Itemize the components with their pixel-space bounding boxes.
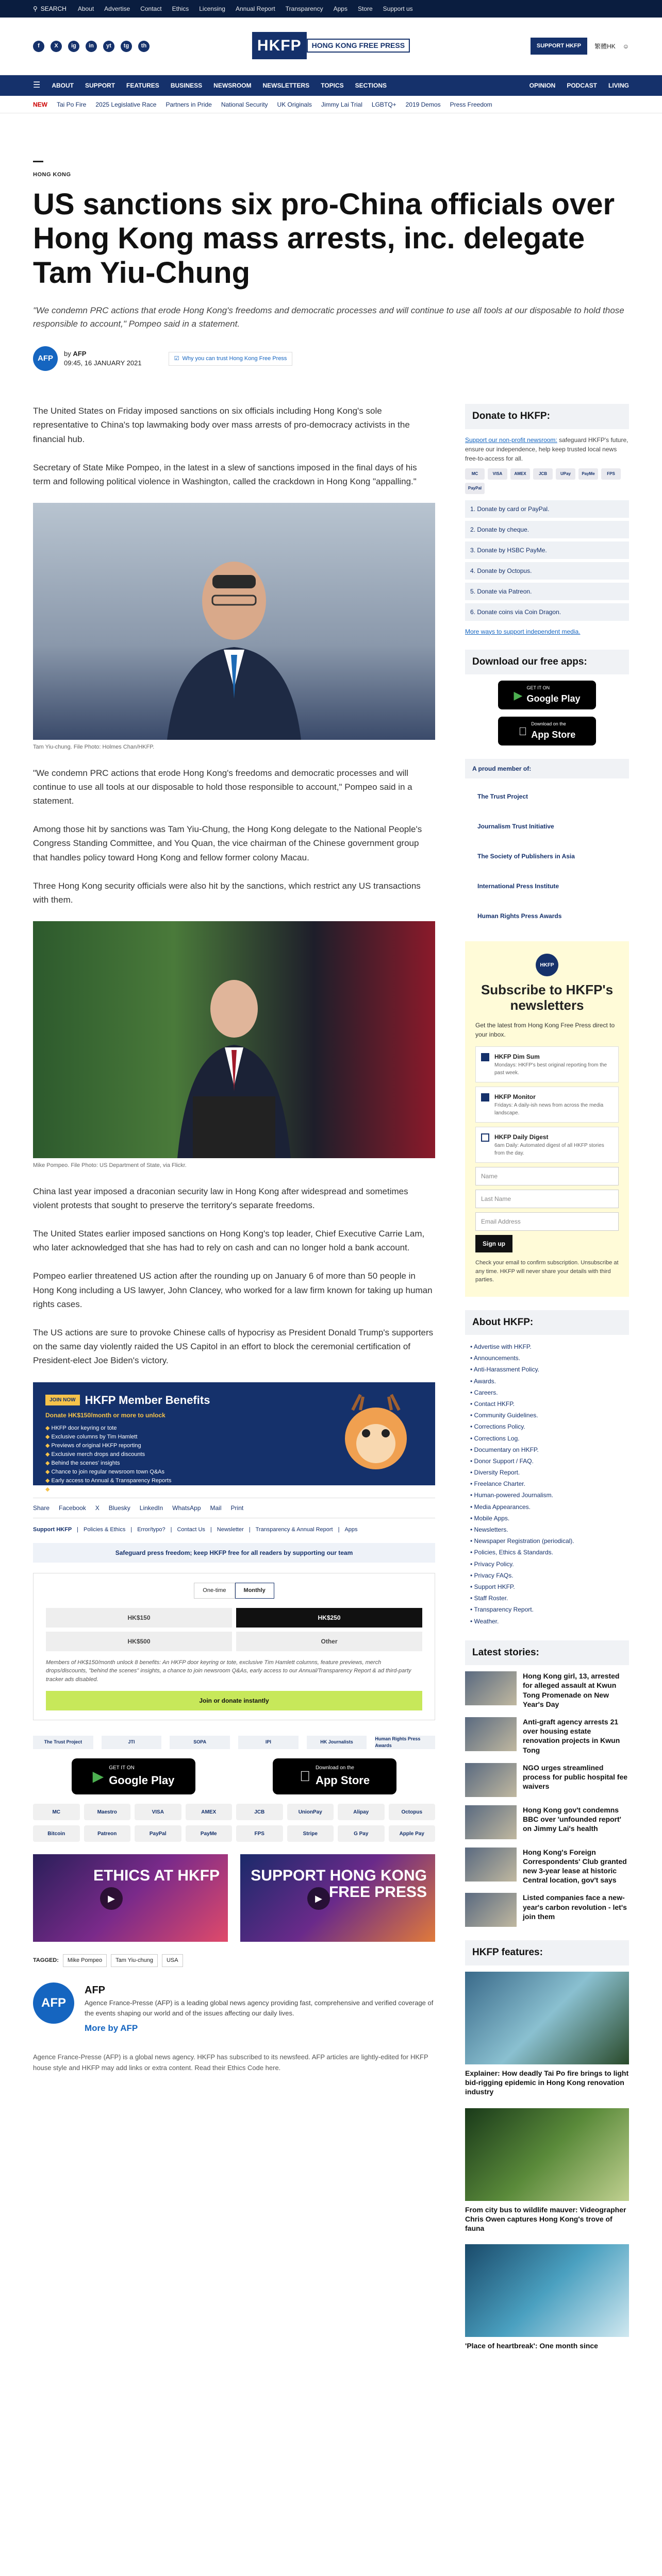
utility-link[interactable]: Store — [357, 5, 373, 12]
video-title: ETHICS AT HKFP — [93, 1867, 220, 1885]
card-logo: MC — [465, 468, 485, 480]
amount-option[interactable]: HK$150 — [46, 1608, 232, 1628]
social-links — [33, 41, 150, 52]
about-link[interactable]: • Freelance Charter. — [470, 1478, 629, 1489]
payment-method: JCB — [236, 1804, 283, 1820]
about-link[interactable]: • Support HKFP. — [470, 1581, 629, 1592]
about-link[interactable]: • Anti-Harassment Policy. — [470, 1364, 629, 1375]
newsletter-title: HKFP Monitor — [494, 1093, 536, 1101]
about-link[interactable]: • Newspaper Registration (periodical). — [470, 1535, 629, 1547]
article-standfirst: "We condemn PRC actions that erode Hong Kong's freedoms and democratic processes and will continue to use all tools at our disposable to hold those responsible to account," Pompeo said in a statement. — [33, 305, 624, 329]
member-logo[interactable]: The Trust Project — [477, 793, 528, 801]
utility-link[interactable]: Contact — [140, 5, 162, 12]
sidebar-latest — [465, 1640, 629, 1927]
partner-logos — [33, 1736, 435, 1749]
logo-mark: HKFP — [252, 32, 307, 59]
frequency-toggle — [46, 1583, 422, 1599]
share-mail[interactable]: Mail — [210, 1504, 222, 1512]
paragraph: The United States on Friday imposed sanctions on six officials including Hong Kong's sole representative to China's top lawmaking body over mass arrests of pro-democracy activists in the financial hub. — [33, 406, 410, 444]
donate-option[interactable]: 2. Donate by cheque. — [465, 521, 629, 538]
newsletter-title: HKFP Dim Sum — [494, 1053, 540, 1061]
article-header — [0, 161, 662, 371]
payment-method: PayMe — [186, 1825, 233, 1842]
payment-method: MC — [33, 1804, 80, 1820]
first-name-field[interactable]: Name — [475, 1167, 619, 1185]
benefit-item: ◆ HKFP door keyring or tote — [45, 1424, 210, 1433]
newsletter-signup — [465, 941, 629, 1296]
about-link[interactable]: • Careers. — [470, 1387, 629, 1398]
author-avatar[interactable]: AFP — [33, 346, 58, 371]
byline-by: by — [64, 350, 71, 358]
main-nav — [0, 75, 662, 96]
freq-monthly[interactable]: Monthly — [235, 1583, 274, 1599]
safeguard-banner[interactable]: Safeguard press freedom; keep HKFP free for all readers by supporting our team — [33, 1543, 435, 1563]
payment-method: AMEX — [186, 1804, 233, 1820]
benefits-title: HKFP Member Benefits — [85, 1393, 210, 1406]
utility-bar — [0, 0, 662, 18]
subnav-item[interactable]: Jimmy Lai Trial — [321, 100, 362, 108]
story-thumbnail[interactable] — [465, 1763, 517, 1797]
amount-options — [46, 1608, 422, 1651]
google-play-small: GET IT ON — [109, 1765, 135, 1771]
member-logo[interactable]: International Press Institute — [477, 883, 559, 890]
about-link[interactable]: • Diversity Report. — [470, 1467, 629, 1478]
utility-link[interactable]: Annual Report — [235, 5, 275, 12]
x-icon[interactable]: X — [51, 41, 62, 52]
payment-method: VISA — [135, 1804, 181, 1820]
apple-icon — [519, 723, 527, 740]
story-title[interactable]: Listed companies face a new-year's carbon revolution - let's join them — [523, 1893, 627, 1921]
amount-option[interactable]: Other — [236, 1632, 422, 1651]
member-benefits-banner[interactable] — [33, 1382, 435, 1493]
payment-method: Octopus — [389, 1804, 436, 1820]
article-tags — [33, 1954, 435, 1967]
sidebar-heading: Latest stories: — [465, 1640, 629, 1666]
utility-link[interactable]: About — [77, 5, 94, 12]
donate-link[interactable]: Support our non-profit newsroom: — [465, 436, 557, 444]
byline — [33, 346, 629, 371]
about-link[interactable]: • Policies, Ethics & Standards. — [470, 1547, 629, 1558]
latest-story[interactable] — [465, 1671, 629, 1709]
partner-logo[interactable]: IPI — [238, 1736, 299, 1749]
subnav-item[interactable]: Press Freedom — [450, 100, 492, 108]
story-thumbnail[interactable] — [465, 1893, 517, 1927]
user-icon[interactable]: ☺ — [622, 42, 629, 50]
facebook-icon[interactable]: f — [33, 41, 44, 52]
card-logo: PayMe — [578, 468, 598, 480]
donate-widget — [33, 1573, 435, 1720]
join-donate-button[interactable]: Join or donate instantly — [46, 1691, 422, 1710]
share-bluesky[interactable]: Bluesky — [108, 1504, 130, 1512]
utility-link[interactable]: Ethics — [172, 5, 189, 12]
utility-link[interactable]: Licensing — [199, 5, 225, 12]
policy-link[interactable]: Error/typo? — [137, 1526, 166, 1533]
share-label: Share — [33, 1504, 50, 1512]
story-thumbnail[interactable] — [465, 1671, 517, 1705]
donate-text: safeguard HKFP's future, ensure our independence, help keep trusted local news free-to-access for all. — [465, 436, 628, 462]
app-store-buttons — [33, 1758, 435, 1794]
site-logo[interactable] — [252, 32, 410, 59]
payment-methods — [33, 1804, 435, 1842]
about-link[interactable]: • Human-powered Journalism. — [470, 1489, 629, 1501]
subnav-item[interactable]: 2025 Legislative Race — [95, 100, 157, 108]
about-link[interactable]: • Privacy FAQs. — [470, 1570, 629, 1581]
story-thumbnail[interactable] — [465, 1805, 517, 1839]
latest-story[interactable] — [465, 1763, 629, 1797]
subscribe-title: Subscribe to HKFP's newsletters — [481, 982, 614, 1013]
content-columns — [0, 404, 662, 2364]
author-box — [33, 1982, 435, 2035]
policy-link[interactable]: Transparency & Annual Report — [255, 1526, 333, 1533]
latest-story[interactable] — [465, 1717, 629, 1755]
about-link[interactable]: • Documentary on HKFP. — [470, 1444, 629, 1455]
member-logo[interactable]: The Society of Publishers in Asia — [477, 853, 575, 860]
member-logo[interactable]: Human Rights Press Awards — [477, 912, 562, 920]
search-label: SEARCH — [40, 5, 67, 12]
about-link[interactable]: • Media Appearances. — [470, 1501, 629, 1513]
sidebar-heading: HKFP features: — [465, 1940, 629, 1965]
nav-item[interactable]: PODCAST — [567, 82, 597, 89]
payment-method: Bitcoin — [33, 1825, 80, 1842]
newsletter-option[interactable] — [475, 1087, 619, 1123]
app-store-button[interactable] — [498, 717, 596, 745]
benefits-list — [45, 1424, 210, 1494]
agency-note: Agence France-Presse (AFP) is a global news agency. HKFP has subscribed to its newsfeed. AFP articles are lightly-edited for HKFP house style and HKFP may add links or extra content. Read their Ethics Code here. — [33, 2053, 428, 2072]
trust-link[interactable] — [169, 352, 293, 366]
policy-link[interactable]: Newsletter — [217, 1526, 244, 1533]
subnav-item[interactable]: Tai Po Fire — [57, 100, 87, 108]
logo-words: HONG KONG FREE PRESS — [307, 39, 410, 53]
nav-item[interactable]: TOPICS — [321, 82, 344, 89]
about-link[interactable]: • Transparency Report. — [470, 1604, 629, 1615]
feature-image[interactable] — [465, 2108, 629, 2201]
menu-icon[interactable]: ☰ — [33, 81, 41, 90]
app-store-big: App Store — [526, 729, 571, 740]
email-field[interactable]: Email Address — [475, 1212, 619, 1231]
nav-item[interactable]: SUPPORT — [85, 82, 115, 89]
author-name[interactable]: AFP — [85, 1984, 105, 1996]
nav-item[interactable]: BUSINESS — [170, 82, 203, 89]
feature-image[interactable] — [465, 2244, 629, 2337]
sidebar-about — [465, 1310, 629, 1627]
card-logo: AMEX — [510, 468, 530, 480]
latest-story[interactable] — [465, 1848, 629, 1885]
article-photo-pompeo[interactable] — [33, 921, 435, 1158]
newsletter-title: HKFP Daily Digest — [494, 1133, 549, 1141]
subnav-item[interactable]: National Security — [221, 100, 268, 108]
threads-icon[interactable]: th — [138, 41, 150, 52]
newsletter-checkbox[interactable] — [481, 1093, 489, 1101]
utility-link[interactable]: Support us — [383, 5, 413, 12]
share-print[interactable]: Print — [230, 1504, 244, 1512]
about-links — [465, 1341, 629, 1627]
signup-note: Check your email to confirm subscription. Unsubscribe at any time. HKFP will never share your details with third parties. — [475, 1260, 619, 1283]
play-icon[interactable]: ▶ — [307, 1887, 330, 1910]
benefit-item: ◆ Exclusive columns by Tim Hamlett — [45, 1433, 210, 1442]
play-icon[interactable]: ▶ — [100, 1887, 123, 1910]
payment-method: G Pay — [338, 1825, 385, 1842]
member-logo[interactable]: Journalism Trust Initiative — [477, 823, 554, 831]
google-play-big: Google Play — [526, 693, 581, 704]
article-headline: US sanctions six pro-China officials over Hong Kong mass arrests, inc. delegate Tam Yiu-Chung — [33, 187, 615, 290]
nav-item[interactable]: NEWSLETTERS — [262, 82, 310, 89]
benefit-item: ◆ Chance to join regular newsroom town Q&As — [45, 1468, 210, 1477]
share-bar — [33, 1498, 435, 1518]
author-bio: Agence France-Presse (AFP) is a leading global news agency providing fast, comprehensive and verified coverage of the events shaping our world and of the issues affecting our daily lives. — [85, 1998, 434, 2017]
trust-text: Why you can trust Hong Kong Free Press — [182, 355, 287, 362]
video-title: SUPPORT HONG KONG FREE PRESS — [251, 1867, 427, 1901]
about-link[interactable]: • Weather. — [470, 1616, 629, 1627]
sidebar-memberships — [465, 759, 629, 928]
sidebar-features — [465, 1940, 629, 2350]
benefit-item: ◆ Behind the scenes' insights — [45, 1459, 210, 1468]
latest-story[interactable] — [465, 1893, 629, 1927]
card-logo: VISA — [488, 468, 507, 480]
story-title[interactable]: Anti-graft agency arrests 21 over housing estate renovation projects in Kwun Tong — [523, 1717, 620, 1754]
search-icon: ⚲ — [33, 5, 38, 12]
masthead — [0, 18, 662, 75]
paragraph: "We condemn PRC actions that erode Hong Kong's freedoms and democratic processes and will continue to use all tools at our disposable to hold those responsible to account," Pompeo said in a statement. — [33, 768, 412, 806]
partner-logo[interactable]: SOPA — [170, 1736, 230, 1749]
photo-caption: Tam Yiu-chung. File Photo: Holmes Chan/HKFP. — [33, 744, 155, 751]
sidebar-store-buttons — [465, 681, 629, 745]
card-logo: UPay — [556, 468, 575, 480]
paragraph: The United States earlier imposed sanctions on Hong Kong's top leader, Chief Executive Carrie Lam, who later acknowledged that she has had to rely on cash and can no longer hold a bank account. — [33, 1229, 425, 1253]
masthead-actions — [531, 38, 629, 55]
utility-link[interactable]: Advertise — [104, 5, 130, 12]
search-toggle[interactable] — [33, 4, 67, 13]
latest-story[interactable] — [465, 1805, 629, 1839]
byline-date: 09:45, 16 JANUARY 2021 — [64, 359, 142, 367]
article-body — [33, 404, 435, 2364]
utility-link[interactable]: Apps — [333, 5, 347, 12]
partner-logo[interactable]: The Trust Project — [33, 1736, 93, 1749]
story-thumbnail[interactable] — [465, 1848, 517, 1882]
byline-text — [64, 349, 142, 368]
sidebar-heading: Download our free apps: — [465, 650, 629, 675]
play-icon: ▶ — [514, 688, 523, 702]
story-title[interactable]: Hong Kong's Foreign Correspondents' Club granted new 3-year lease at historic Central location, gov't says — [523, 1848, 627, 1885]
newsletter-desc: 6am Daily: Automated digest of all HKFP stories from the day. — [494, 1143, 604, 1157]
sidebar-heading: A proud member of: — [465, 759, 629, 778]
benefit-item: ◆ Previews of original HKFP reporting — [45, 1442, 210, 1450]
article-photo-tam[interactable] — [33, 503, 435, 740]
sidebar — [465, 404, 629, 2364]
video-support[interactable] — [240, 1854, 435, 1942]
card-logo: JCB — [533, 468, 553, 480]
google-play-small: GET IT ON — [526, 685, 550, 690]
subnav-item[interactable]: LGBTQ+ — [371, 100, 396, 108]
donate-option[interactable]: 5. Donate via Patreon. — [465, 583, 629, 600]
shield-icon: ☑ — [174, 355, 179, 362]
amount-option-selected[interactable]: HK$250 — [236, 1608, 422, 1628]
about-link[interactable]: • Contact HKFP. — [470, 1398, 629, 1410]
donate-option[interactable]: 1. Donate by card or PayPal. — [465, 500, 629, 518]
app-store-small: Download on the — [526, 721, 562, 726]
paragraph: Secretary of State Mike Pompeo, in the latest in a slew of sanctions imposed in the final days of his term and following political violence in Washington, called the crackdown in Hong Kong "appalling." — [33, 462, 417, 486]
video-promos — [33, 1854, 435, 1942]
author-avatar[interactable]: AFP — [33, 1982, 74, 2024]
nav-item[interactable]: OPINION — [529, 82, 556, 89]
instagram-icon[interactable]: ig — [68, 41, 79, 52]
app-store-big: App Store — [310, 1774, 365, 1787]
card-logo: FPS — [601, 468, 621, 480]
story-title[interactable]: Hong Kong girl, 13, arrested for alleged assault at Kwun Tong Promenade on New Year's Day — [523, 1672, 620, 1708]
payment-method: FPS — [236, 1825, 283, 1842]
utility-links — [78, 4, 413, 13]
app-store-button[interactable] — [273, 1758, 396, 1794]
about-link[interactable]: • Staff Roster. — [470, 1592, 629, 1604]
byline-author[interactable]: AFP — [73, 350, 87, 358]
deer-mascot-icon — [332, 1389, 420, 1477]
donate-option[interactable]: 3. Donate by HSBC PayMe. — [465, 541, 629, 559]
nav-item[interactable]: ABOUT — [52, 82, 74, 89]
photo-caption: Mike Pompeo. File Photo: US Department of State, via Flickr. — [33, 1162, 187, 1169]
share-x[interactable]: X — [95, 1504, 100, 1512]
newsletter-desc: Mondays: HKFP's best original reporting from the past week. — [494, 1062, 607, 1076]
feature-image[interactable] — [465, 1972, 629, 2064]
nav-item[interactable]: LIVING — [608, 82, 629, 89]
feature-title[interactable]: From city bus to wildlife mauver: Videographer Chris Owen captures Hong Kong's trove of fauna — [465, 2205, 626, 2232]
last-name-field[interactable]: Last Name — [475, 1190, 619, 1208]
payment-method: Patreon — [84, 1825, 131, 1842]
policy-link[interactable]: Policies & Ethics — [84, 1526, 126, 1533]
newsletter-checkbox[interactable] — [481, 1133, 489, 1142]
sub-nav — [0, 96, 662, 113]
about-link[interactable]: • Mobile Apps. — [470, 1513, 629, 1524]
donate-option[interactable]: 6. Donate coins via Coin Dragon. — [465, 603, 629, 621]
subnav-item[interactable]: Partners in Pride — [166, 100, 212, 108]
hkfp-emblem: HKFP — [536, 954, 558, 976]
language-switch[interactable]: 繁體HK — [594, 42, 616, 50]
more-by-author-link[interactable]: More by AFP — [85, 2023, 138, 2033]
nav-item[interactable]: SECTIONS — [355, 82, 387, 89]
about-link[interactable]: • Privacy Policy. — [470, 1558, 629, 1570]
nav-item[interactable]: NEWSROOM — [213, 82, 252, 89]
paragraph: Among those hit by sanctions was Tam Yiu-Chung, the Hong Kong delegate to the National People's Congress Standing Committee, and You Quan, the vice chairman of the Chinese government group that handles policy toward Hong Kong and fellow former colony Macau. — [33, 824, 422, 862]
benefit-item: ◆ Ad-free/3rd party tracker free — [45, 1485, 210, 1494]
paragraph: China last year imposed a draconian security law in Hong Kong after widespread and sometimes violent protests that sought to preserve the territory's separate freedoms. — [33, 1186, 408, 1210]
speaker-figure — [157, 962, 311, 1158]
share-whatsapp[interactable]: WhatsApp — [172, 1504, 201, 1512]
policy-link[interactable]: Apps — [344, 1526, 358, 1533]
support-hkfp-button[interactable]: SUPPORT HKFP — [531, 38, 587, 55]
tag[interactable]: Tam Yiu-chung — [111, 1954, 158, 1967]
newsletter-option[interactable] — [475, 1127, 619, 1163]
subscribe-text: Get the latest from Hong Kong Free Press direct to your inbox. — [475, 1022, 615, 1039]
sidebar-heading: Donate to HKFP: — [465, 404, 629, 429]
benefit-item: ◆ Early access to Annual & Transparency Reports — [45, 1477, 210, 1485]
payment-method: Alipay — [338, 1804, 385, 1820]
sidebar-heading: About HKFP: — [465, 1310, 629, 1335]
policy-link[interactable]: Support HKFP — [33, 1526, 72, 1533]
freq-one-time[interactable]: One-time — [194, 1583, 235, 1599]
section-label[interactable]: HONG KONG — [33, 172, 71, 178]
tag[interactable]: Mike Pompeo — [63, 1954, 107, 1967]
subnav-item[interactable]: UK Originals — [277, 100, 312, 108]
story-title[interactable]: NGO urges streamlined process for public hospital fee waivers — [523, 1763, 628, 1791]
more-ways-link[interactable]: More ways to support independent media. — [465, 628, 581, 635]
about-link[interactable]: • Corrections Policy. — [470, 1421, 629, 1432]
benefit-item: ◆ Exclusive merch drops and discounts — [45, 1450, 210, 1459]
portrait-figure — [157, 544, 311, 740]
video-ethics[interactable] — [33, 1854, 228, 1942]
about-link[interactable]: • Announcements. — [470, 1352, 629, 1364]
partner-logo[interactable]: Human Rights Press Awards — [375, 1736, 435, 1749]
policy-link[interactable]: Contact Us — [177, 1526, 205, 1533]
about-link[interactable]: • Donor Support / FAQ. — [470, 1455, 629, 1467]
payment-method: Stripe — [287, 1825, 334, 1842]
new-badge: NEW — [33, 100, 47, 108]
signup-button[interactable]: Sign up — [475, 1235, 512, 1252]
payment-method: UnionPay — [287, 1804, 334, 1820]
telegram-icon[interactable]: tg — [121, 41, 132, 52]
newsletter-desc: Fridays: A daily-ish news from across the media landscape. — [494, 1103, 604, 1116]
partner-logo[interactable]: HK Journalists — [307, 1736, 367, 1749]
google-play-button[interactable] — [498, 681, 596, 709]
youtube-icon[interactable]: yt — [103, 41, 114, 52]
payment-method: Maestro — [84, 1804, 131, 1820]
apple-icon — [300, 1766, 310, 1787]
subnav-item[interactable]: 2019 Demos — [405, 100, 441, 108]
share-facebook[interactable]: Facebook — [59, 1504, 86, 1512]
sidebar-cards — [465, 468, 629, 494]
paragraph: Three Hong Kong security officials were also hit by the sanctions, which restrict any US transactions with them. — [33, 880, 421, 905]
feature-title[interactable]: Explainer: How deadly Tai Po fire brings to light bid-rigging epidemic in Hong Kong renovation industry — [465, 2069, 629, 2096]
play-icon: ▶ — [92, 1768, 104, 1785]
partner-logo[interactable]: JTI — [102, 1736, 162, 1749]
paragraph: The US actions are sure to provoke Chinese calls of hypocrisy as President Donald Trump's supporters on the same day violently raided the US Capitol in an effort to block the ceremonial certification of President-elect Joe Biden's victory. — [33, 1328, 434, 1366]
google-play-button[interactable] — [72, 1758, 195, 1794]
payment-method: Apple Pay — [389, 1825, 436, 1842]
newsletter-option[interactable] — [475, 1046, 619, 1082]
newsletter-checkbox[interactable] — [481, 1053, 489, 1061]
about-link[interactable]: • Awards. — [470, 1376, 629, 1387]
share-linkedin[interactable]: LinkedIn — [139, 1504, 163, 1512]
donate-note: Members of HK$150/month unlock 8 benefits: An HKFP door keyring or tote, exclusive Tim Hamlett columns, feature previews, merch drops/discounts, "behind the scenes" insights, a chance to join newsroom Q&As, early access to our Annual/Transparency Report & ad third-party tracker ads disabled. — [46, 1659, 411, 1683]
google-play-big: Google Play — [109, 1774, 175, 1787]
donate-option[interactable]: 4. Donate by Octopus. — [465, 562, 629, 580]
nav-item[interactable]: FEATURES — [126, 82, 159, 89]
sidebar-donate — [465, 404, 629, 636]
paragraph: Pompeo earlier threatened US action after the rounding up on January 6 of more than 50 people in Hong Kong including a US lawyer, John Clancey, who worked for a law firm known for taking up human rights cases. — [33, 1271, 433, 1309]
story-title[interactable]: Hong Kong gov't condemns BBC over 'unfounded report' on Jimmy Lai's health — [523, 1805, 621, 1833]
about-link[interactable]: • Advertise with HKFP. — [470, 1341, 629, 1352]
payment-method: PayPal — [135, 1825, 181, 1842]
tag[interactable]: USA — [162, 1954, 183, 1967]
sidebar-apps — [465, 650, 629, 746]
benefits-subtitle: Donate HK$150/month or more to unlock — [45, 1411, 166, 1419]
utility-link[interactable]: Transparency — [285, 5, 323, 12]
amount-option[interactable]: HK$500 — [46, 1632, 232, 1651]
about-link[interactable]: • Newsletters. — [470, 1524, 629, 1535]
story-thumbnail[interactable] — [465, 1717, 517, 1751]
tags-label: TAGGED: — [33, 1957, 59, 1964]
card-logo: PayPal — [465, 483, 485, 494]
linkedin-icon[interactable]: in — [86, 41, 97, 52]
feature-title[interactable]: 'Place of heartbreak': One month since — [465, 2342, 598, 2350]
header-rule — [33, 161, 43, 162]
policy-links: Support HKFP | Policies & Ethics | Error/typo? | Contact Us | Newsletter | Transparency & Annual Report | Apps — [33, 1526, 435, 1534]
about-link[interactable]: • Community Guidelines. — [470, 1410, 629, 1421]
app-store-small: Download on the — [310, 1765, 349, 1771]
about-link[interactable]: • Corrections Log. — [470, 1433, 629, 1444]
join-now-badge[interactable]: JOIN NOW — [45, 1395, 80, 1405]
